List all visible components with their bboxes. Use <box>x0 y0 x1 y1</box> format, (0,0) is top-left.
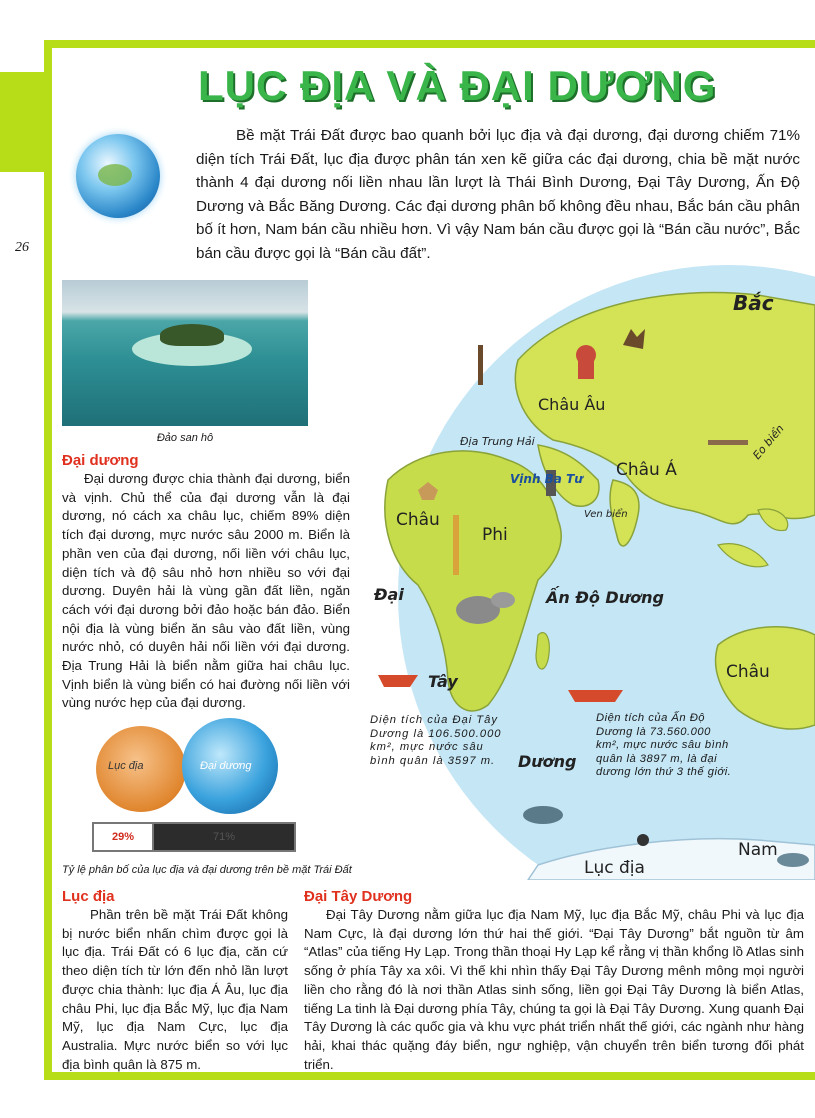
atlantic-stats-note: Diện tích của Đại Tây Dương là 106.500.000 km², mực nước sâu bình quân là 3597 m. <box>370 714 502 767</box>
ocean-ratio-segment: 71% <box>154 824 294 850</box>
atlantic-section-text: Đại Tây Dương nằm giữa lục địa Nam Mỹ, lục địa Bắc Mỹ, châu Phi và lục địa Nam Cực, là đại dương lớn thứ hai thế giới. “Đại Tây Dương” bắt nguồn từ âm “Atlas” của tiếng Hy Lạp. Trong thần thoại Hy Lạp kể rằng vị thần khổng lồ Atlas sinh sống ở phía Tây xa xôi. Vì thế khi nhìn thấy Đại Tây Dương mênh mông mọi người liền cho rằng đó là nơi thần Atlas sinh sống, liền gọi Đại Tây Dương là biển Atlas, tiếng La tinh là Đại dương phía Tây, chúng ta gọi là Đại Tây Dương. Xung quanh Đại Tây Dương là các quốc gia và khu vực phát triển nhất thế giới, các ngành như hàng hải, khai thác quặng đáy biển, ngư nghiệp, vận chuyển trên biển tương đối phát triển. <box>304 907 804 1072</box>
intro-paragraph <box>196 124 800 265</box>
great-wall-icon <box>708 440 748 445</box>
page-title: LỤC ĐỊA VÀ ĐẠI DƯƠNG <box>198 62 717 109</box>
island-shape <box>160 324 224 346</box>
map-label-atlantic-3: Dương <box>518 752 577 771</box>
frame-top-border <box>44 40 815 48</box>
atlantic-section-title: Đại Tây Dương <box>304 888 413 905</box>
ocean-section-text: Đại dương được chia thành đại dương, biển và vịnh. Chủ thể của đại dương vẫn là đại dương, nó cách xa châu lục, chiếm 89% diện tích đại dương, mực nước sâu 2000 m. Biển là phần ven của đại dương, nối liền với châu lục, diện tích và độ sâu nhỏ hơn nhiều so với đại dương. Duyên hải là vùng gần đất liền, ngăn cách với đại dương bởi đảo hoặc bán đảo. Biển nội địa là vùng biển ăn sâu vào đất liền, vùng nước nhỏ, có duyên hải nối liền với đại dương. Địa Trung Hải là biển nằm giữa hai châu lục. Vịnh biển là vùng biển có hai đường nối liền với vùng nước hẹp của đại dương. <box>62 471 350 711</box>
land-ocean-ratio-bar <box>92 822 296 852</box>
earth-globe-icon <box>76 134 160 218</box>
ocean-section-body <box>62 470 350 713</box>
map-label-south: Nam <box>738 840 778 860</box>
frame-left-border <box>44 40 52 1080</box>
land-section-text: Phần trên bề mặt Trái Đất không bị nước biển nhấn chìm được gọi là lục địa. Trái Đất có 6 lục địa, căn cứ theo diện tích từ lớn đến nhỏ lần lượt được chia thành: lục địa Á Âu, lục địa châu Phi, lục địa Bắc Mỹ, lục địa Nam Mỹ, lục địa Nam Cực, lục địa Australia. Mực nước biển so với lục địa bình quân là 875 m. <box>62 907 288 1072</box>
land-ratio-segment: 29% <box>94 824 154 850</box>
map-label-africa-2: Phi <box>482 525 508 545</box>
map-label-africa-1: Châu <box>396 510 440 530</box>
intro-text: Bề mặt Trái Đất được bao quanh bởi lục địa và đại dương, đại dương chiếm 71% diện tích Trái Đất, lục địa được phân tán xen kẽ giữa các đại dương, chia bề mặt nước thành 4 đại dương nối liền nhau lần lượt là Thái Bình Dương, Đại Tây Dương, Ấn Độ Dương và Bắc Băng Dương. Các đại dương phân bố không đều nhau, Bắc bán cầu phân bố ít hơn, Nam bán cầu nhiều hơn. Vì vậy Nam bán cầu được gọi là “Bán cầu nước”, Bắc bán cầu được gọi là “Bán cầu đất”. <box>196 127 800 262</box>
cathedral-base-icon <box>578 361 594 379</box>
left-margin-bar <box>0 72 44 172</box>
penguin-icon <box>637 834 649 846</box>
whale-icon <box>523 806 563 824</box>
indian-stats-note: Diện tích của Ấn Độ Dương là 73.560.000 km², mực nước sâu bình quân là 3897 m, là đại dương lớn thứ 3 thế giới. <box>596 712 732 778</box>
land-section-title: Lục địa <box>62 888 115 905</box>
seal-icon <box>777 853 809 867</box>
ratio-caption: Tỷ lệ phân bố của lục địa và đại dương trên bề mặt Trái Đất <box>62 864 352 876</box>
world-map-svg <box>338 265 815 880</box>
tower-icon <box>478 345 483 385</box>
madagascar-shape <box>536 633 549 669</box>
map-label-atlantic-2: Tây <box>428 672 458 691</box>
atlantic-section-body <box>304 906 804 1074</box>
ship-icon-indian <box>568 690 623 702</box>
ocean-globe-label: Đại dương <box>200 760 252 772</box>
map-label-persian-gulf: Vịnh Ba Tư <box>510 472 583 486</box>
rhino-icon <box>491 592 515 608</box>
map-label-north: Bắc <box>733 291 774 315</box>
map-label-coastal: Ven biển <box>584 509 628 520</box>
map-label-europe: Châu Âu <box>538 395 606 414</box>
world-map-illustration <box>338 265 815 880</box>
ocean-section-title: Đại dương <box>62 452 139 469</box>
land-section-body <box>62 906 288 1074</box>
map-label-antarctica: Lục địa <box>584 858 645 878</box>
map-label-strait: Eo biển <box>750 422 787 462</box>
island-photo-caption: Đảo san hô <box>156 432 214 444</box>
giraffe-icon <box>453 515 459 575</box>
coral-island-photo <box>62 280 308 426</box>
map-label-atlantic-1: Đại <box>374 585 404 604</box>
land-globe-label: Lục địa <box>108 760 144 772</box>
map-label-mediterranean: Địa Trung Hải <box>460 435 535 448</box>
page-number: 26 <box>15 240 29 255</box>
map-label-asia: Châu Á <box>616 460 677 480</box>
map-label-indian-ocean: Ấn Độ Dương <box>546 588 664 607</box>
map-label-oceania: Châu <box>726 662 770 682</box>
